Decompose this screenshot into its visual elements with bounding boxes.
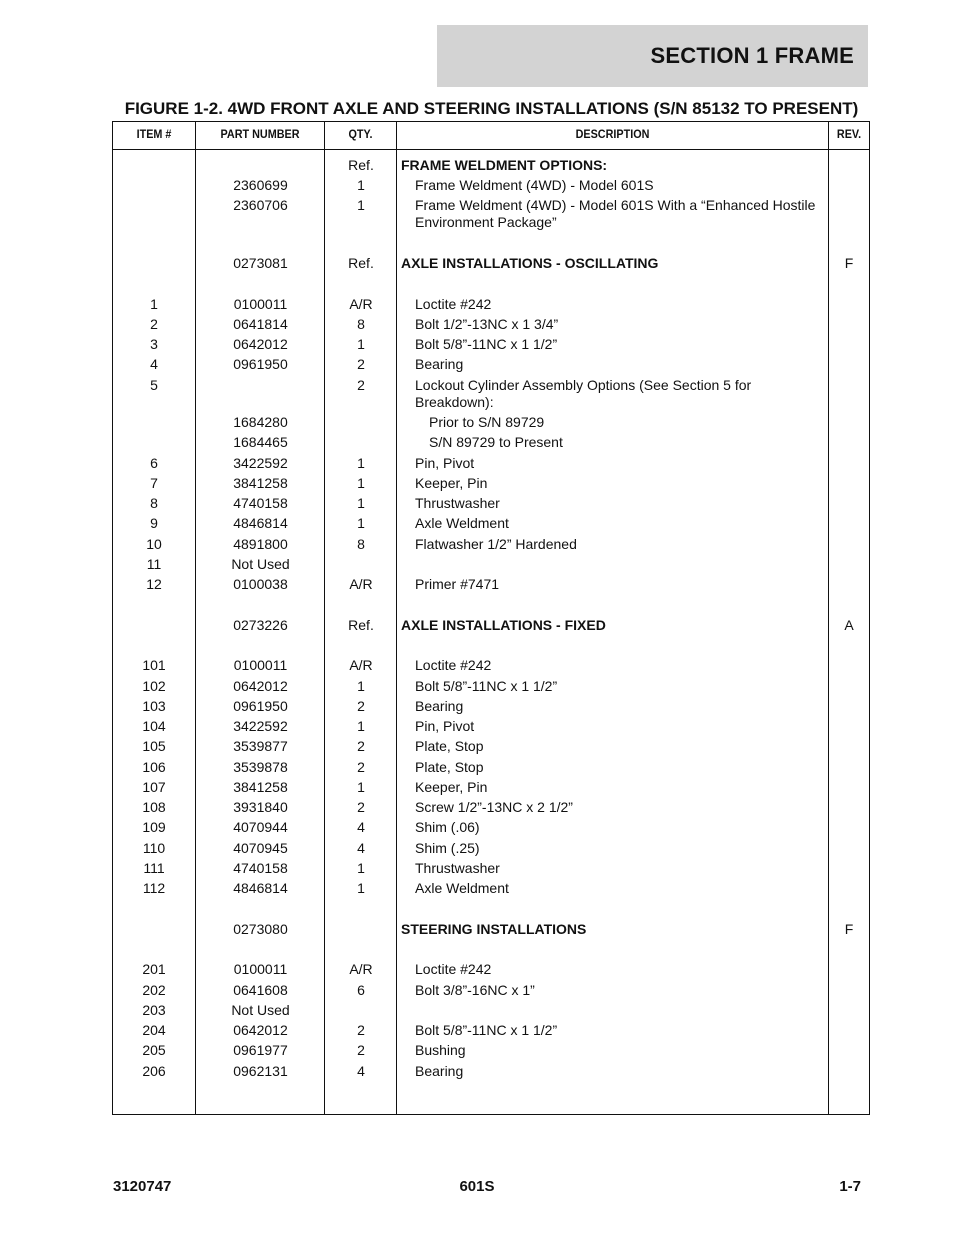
row-quantity: 1: [357, 177, 365, 193]
row-quantity: 1: [357, 678, 365, 694]
row-part-number: 4070945: [233, 840, 288, 856]
row-part-number: 3539877: [233, 738, 288, 754]
description-text: Bolt 5/8”-11NC x 1 1/2”: [415, 336, 558, 352]
description-text: Frame Weldment (4WD) - Model 601S With a “Enhanced Hostile Environment Package”: [415, 197, 816, 230]
description-text: Axle Weldment: [415, 515, 509, 531]
description-text: Thrustwasher: [415, 495, 500, 511]
description-text: Screw 1/2”-13NC x 2 1/2”: [415, 799, 573, 815]
row-part-number: 0642012: [233, 678, 288, 694]
row-description: [397, 961, 827, 978]
row-description: [397, 356, 827, 373]
row-part-number: 0961950: [233, 698, 288, 714]
row-item-number: 7: [150, 475, 158, 491]
row-item-number: 9: [150, 515, 158, 531]
row-description: [397, 617, 827, 634]
row-quantity: 2: [357, 377, 365, 393]
row-quantity: 1: [357, 880, 365, 896]
row-quantity: 1: [357, 779, 365, 795]
row-part-number: 1684280: [233, 414, 288, 430]
row-description: [397, 718, 827, 735]
footer-model: 601S: [459, 1178, 495, 1195]
row-quantity: 4: [357, 819, 365, 835]
row-part-number: 3422592: [233, 455, 288, 471]
row-item-number: 5: [150, 377, 158, 393]
row-part-number: 1684465: [233, 434, 288, 450]
row-description: [397, 336, 827, 353]
row-item-number: 101: [142, 657, 166, 673]
description-text: Bolt 3/8”-16NC x 1”: [415, 982, 535, 998]
description-text: Thrustwasher: [415, 860, 500, 876]
description-text: Lockout Cylinder Assembly Options (See Section 5 for Breakdown):: [415, 377, 752, 410]
row-part-number: 4846814: [233, 515, 288, 531]
row-part-number: 0100038: [233, 576, 288, 592]
row-item-number: 4: [150, 356, 158, 372]
row-part-number: 4740158: [233, 495, 288, 511]
row-quantity: 8: [357, 536, 365, 552]
row-description: [397, 657, 827, 674]
row-description: [397, 475, 827, 492]
row-item-number: 2: [150, 316, 158, 332]
header-part-number: PART NUMBER: [220, 127, 300, 141]
row-description: [397, 840, 827, 857]
description-text: Bearing: [415, 1063, 464, 1079]
description-text: Keeper, Pin: [415, 475, 488, 491]
row-item-number: 106: [142, 759, 166, 775]
description-text: Primer #7471: [415, 576, 500, 592]
row-item-number: 102: [142, 678, 166, 694]
row-revision: F: [844, 255, 854, 271]
row-part-number: 4846814: [233, 880, 288, 896]
row-quantity: A/R: [349, 961, 373, 977]
row-quantity: 1: [357, 455, 365, 471]
row-description: [397, 799, 827, 816]
row-part-number: 0273080: [233, 921, 288, 937]
row-description: [397, 698, 827, 715]
row-part-number: Not Used: [231, 556, 290, 572]
row-quantity: 2: [357, 356, 365, 372]
row-item-number: 12: [146, 576, 162, 592]
row-description: [397, 255, 827, 272]
row-description: [397, 880, 827, 897]
row-item-number: 203: [142, 1002, 166, 1018]
row-item-number: 202: [142, 982, 166, 998]
description-text: Bolt 1/2”-13NC x 1 3/4”: [415, 316, 559, 332]
row-part-number: 4891800: [233, 536, 288, 552]
description-text: S/N 89729 to Present: [429, 434, 563, 450]
description-text: Pin, Pivot: [415, 718, 475, 734]
description-text: Axle Weldment: [415, 880, 509, 896]
header-rev: REV.: [836, 127, 862, 141]
row-part-number: 3422592: [233, 718, 288, 734]
row-item-number: 3: [150, 336, 158, 352]
description-text: Loctite #242: [415, 296, 492, 312]
row-description: [397, 678, 827, 695]
row-description: [397, 779, 827, 796]
row-quantity: 1: [357, 860, 365, 876]
row-quantity: 2: [357, 799, 365, 815]
row-description: [397, 296, 827, 313]
row-quantity: A/R: [349, 657, 373, 673]
row-item-number: 11: [146, 556, 162, 572]
section-header: [437, 25, 868, 87]
row-item-number: 6: [150, 455, 158, 471]
row-description: [397, 576, 827, 593]
row-item-number: 8: [150, 495, 158, 511]
figure-title: FIGURE 1-2. 4WD FRONT AXLE AND STEERING INSTALLATIONS (S/N 85132 TO PRESENT): [124, 99, 859, 118]
row-quantity: A/R: [349, 576, 373, 592]
row-item-number: 104: [142, 718, 166, 734]
row-part-number: 0641814: [233, 316, 288, 332]
row-description: [397, 434, 827, 451]
row-item-number: 10: [146, 536, 162, 552]
description-text: AXLE INSTALLATIONS - OSCILLATING: [401, 255, 659, 271]
parts-table: [112, 121, 870, 1115]
row-item-number: 204: [142, 1022, 166, 1038]
row-description: [397, 377, 827, 411]
row-item-number: 112: [142, 880, 166, 896]
row-quantity: 1: [357, 495, 365, 511]
row-quantity: Ref.: [348, 617, 374, 633]
row-part-number: 0100011: [233, 961, 288, 977]
row-quantity: 1: [357, 475, 365, 491]
row-item-number: 103: [142, 698, 166, 714]
row-quantity: 1: [357, 197, 365, 213]
description-text: Frame Weldment (4WD) - Model 601S: [415, 177, 654, 193]
header-item: ITEM #: [136, 127, 172, 141]
row-item-number: 206: [142, 1063, 166, 1079]
row-description: [397, 157, 827, 174]
row-quantity: 1: [357, 718, 365, 734]
row-description: [397, 860, 827, 877]
row-item-number: 110: [142, 840, 166, 856]
row-item-number: 205: [142, 1042, 166, 1058]
description-text: Keeper, Pin: [415, 779, 488, 795]
description-text: Bushing: [415, 1042, 466, 1058]
description-text: Pin, Pivot: [415, 455, 475, 471]
row-quantity: 2: [357, 1042, 365, 1058]
description-text: Flatwasher 1/2” Hardened: [415, 536, 577, 552]
row-item-number: 108: [142, 799, 166, 815]
header-qty: QTY.: [348, 127, 373, 141]
row-description: [397, 536, 827, 553]
row-part-number: 0961950: [233, 356, 288, 372]
description-text: Bolt 5/8”-11NC x 1 1/2”: [415, 1022, 558, 1038]
description-text: Shim (.25): [415, 840, 480, 856]
description-text: AXLE INSTALLATIONS - FIXED: [401, 617, 606, 633]
row-description: [397, 197, 827, 231]
header-description: DESCRIPTION: [575, 127, 650, 141]
row-part-number: 4070944: [233, 819, 288, 835]
row-part-number: Not Used: [231, 1002, 290, 1018]
description-text: FRAME WELDMENT OPTIONS:: [401, 157, 608, 173]
row-description: [397, 455, 827, 472]
row-item-number: 109: [142, 819, 166, 835]
row-part-number: 0100011: [233, 657, 288, 673]
row-part-number: 4740158: [233, 860, 288, 876]
row-item-number: 107: [142, 779, 166, 795]
row-part-number: 0641608: [233, 982, 288, 998]
row-part-number: 0642012: [233, 336, 288, 352]
description-text: Plate, Stop: [415, 759, 484, 775]
description-text: Plate, Stop: [415, 738, 484, 754]
row-part-number: 3931840: [233, 799, 288, 815]
description-text: Loctite #242: [415, 657, 492, 673]
row-part-number: 3841258: [233, 475, 288, 491]
row-description: [397, 921, 827, 938]
row-quantity: 6: [357, 982, 365, 998]
row-part-number: 0100011: [233, 296, 288, 312]
row-part-number: 0962131: [233, 1063, 288, 1079]
table-header: [113, 122, 869, 150]
row-item-number: 1: [150, 296, 158, 312]
row-part-number: 0961977: [233, 1042, 288, 1058]
row-part-number: 2360699: [233, 177, 288, 193]
row-revision: F: [844, 921, 854, 937]
description-text: Prior to S/N 89729: [429, 414, 545, 430]
row-description: [397, 515, 827, 532]
row-part-number: 0273226: [233, 617, 288, 633]
row-description: [397, 495, 827, 512]
row-description: [397, 759, 827, 776]
description-text: Shim (.06): [415, 819, 480, 835]
row-item-number: 111: [143, 860, 165, 876]
row-part-number: 0273081: [233, 255, 288, 271]
row-description: [397, 177, 827, 194]
row-quantity: A/R: [349, 296, 373, 312]
row-quantity: Ref.: [348, 157, 374, 173]
row-quantity: 2: [357, 698, 365, 714]
row-part-number: 3539878: [233, 759, 288, 775]
row-quantity: 1: [357, 515, 365, 531]
row-description: [397, 982, 827, 999]
row-quantity: 2: [357, 759, 365, 775]
description-text: Bearing: [415, 356, 464, 372]
row-quantity: 1: [357, 336, 365, 352]
description-text: STEERING INSTALLATIONS: [401, 921, 587, 937]
row-description: [397, 1063, 827, 1080]
footer-doc-number: 3120747: [113, 1178, 172, 1195]
row-quantity: 4: [357, 840, 365, 856]
row-description: [397, 1042, 827, 1059]
section-title: SECTION 1 FRAME: [650, 43, 854, 68]
row-description: [397, 414, 827, 431]
description-text: Loctite #242: [415, 961, 492, 977]
row-quantity: Ref.: [348, 255, 374, 271]
row-description: [397, 1022, 827, 1039]
row-item-number: 201: [142, 961, 166, 977]
row-quantity: 8: [357, 316, 365, 332]
row-quantity: 4: [357, 1063, 365, 1079]
row-quantity: 2: [357, 738, 365, 754]
row-part-number: 3841258: [233, 779, 288, 795]
row-part-number: 0642012: [233, 1022, 288, 1038]
footer-page-number: 1-7: [839, 1178, 861, 1195]
row-quantity: 2: [357, 1022, 365, 1038]
row-part-number: 2360706: [233, 197, 288, 213]
row-description: [397, 819, 827, 836]
row-description: [397, 316, 827, 333]
description-text: Bolt 5/8”-11NC x 1 1/2”: [415, 678, 558, 694]
row-description: [397, 738, 827, 755]
row-revision: A: [844, 617, 854, 633]
row-item-number: 105: [142, 738, 166, 754]
description-text: Bearing: [415, 698, 464, 714]
